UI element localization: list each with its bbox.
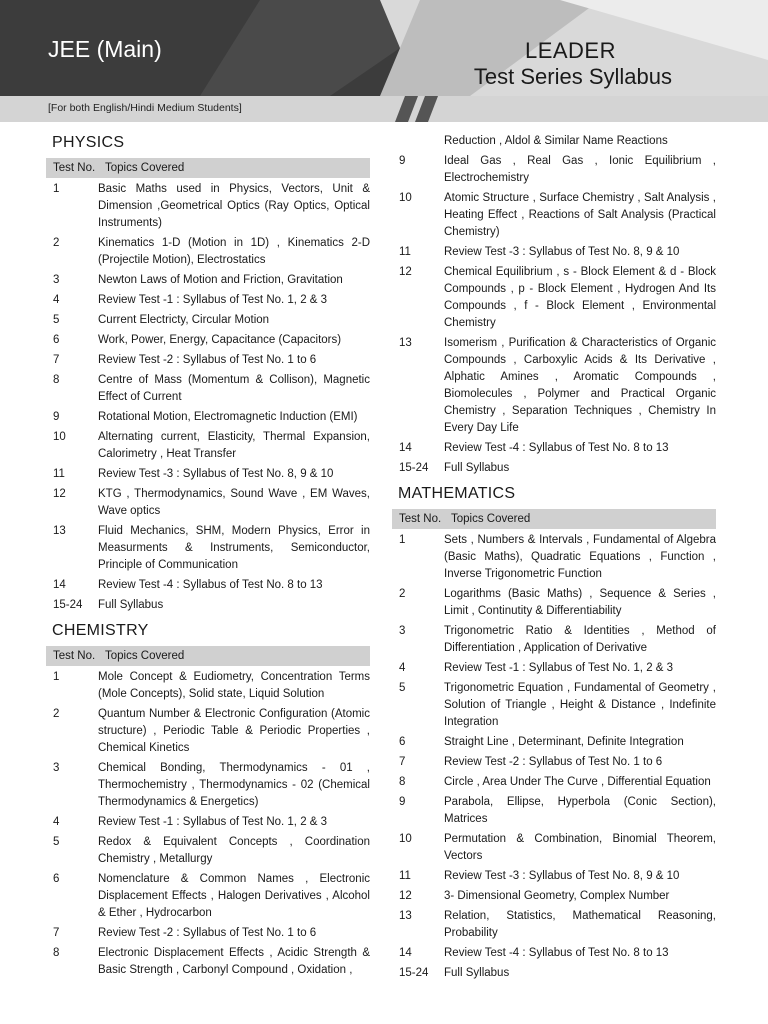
table-row — [46, 760, 370, 811]
topics-covered: Review Test -4 : Syllabus of Test No. 8 to 13 — [444, 442, 669, 454]
table-row — [392, 774, 716, 791]
test-number: 2 — [399, 588, 406, 600]
topics-covered: Electronic Displacement Effects , Acidic Strength & Basic Strength , Carbonyl Compound , Oxidation , — [98, 947, 370, 976]
physics-table-head — [46, 158, 370, 178]
test-number: 4 — [53, 294, 60, 306]
physics-table — [46, 181, 370, 614]
col-test-no: Test No. — [399, 513, 442, 525]
topics-covered: Work, Power, Energy, Capacitance (Capacitors) — [98, 334, 342, 346]
chemistry-continuation: Reduction , Aldol & Similar Name Reactions — [444, 135, 668, 147]
topics-covered: Trigonometric Ratio & Identities , Method of Differentiation , Application of Derivative — [444, 625, 716, 654]
test-number: 5 — [53, 836, 60, 848]
chemistry-table-cont — [392, 153, 716, 477]
topics-covered: Atomic Structure , Surface Chemistry , Salt Analysis , Heating Effect , Reactions of Salt Analysis (Practical Chemistry) — [444, 192, 716, 238]
mathematics-table — [392, 532, 716, 982]
col-topics: Topics Covered — [105, 162, 185, 174]
test-number: 10 — [399, 192, 412, 204]
topics-covered: Parabola, Ellipse, Hyperbola (Conic Section), Matrices — [444, 796, 716, 825]
right-column — [392, 130, 716, 982]
test-number: 3 — [399, 625, 406, 637]
test-number: 1 — [53, 183, 60, 195]
table-row — [46, 272, 370, 289]
test-number: 12 — [53, 488, 66, 500]
topics-covered: Quantum Number & Electronic Configuration (Atomic structure) , Periodic Table & Periodic Properties , Chemical Kinetics — [98, 708, 370, 754]
topics-covered: Straight Line , Determinant, Definite Integration — [444, 736, 684, 748]
test-number: 8 — [53, 947, 60, 959]
test-number: 2 — [53, 237, 60, 249]
topics-covered: Review Test -3 : Syllabus of Test No. 8, 9 & 10 — [444, 246, 680, 258]
test-number: 6 — [399, 736, 406, 748]
topics-covered: KTG , Thermodynamics, Sound Wave , EM Waves, Wave optics — [98, 488, 370, 517]
col-test-no: Test No. — [53, 650, 96, 662]
test-number: 11 — [399, 870, 411, 882]
test-number: 8 — [53, 374, 60, 386]
col-topics: Topics Covered — [105, 650, 185, 662]
topics-covered: Newton Laws of Motion and Friction, Gravitation — [98, 274, 343, 286]
topics-covered: Permutation & Combination, Binomial Theorem, Vectors — [444, 833, 716, 862]
topics-covered: Isomerism , Purification & Characteristics of Organic Compounds , Carboxylic Acids & Its Derivative , Alphatic Amines , Aromatic Compounds , Biomolecules , Polymer and Practical Organic Chemistry , Separation Techniques , Chemistry In Every Day Life — [444, 337, 716, 434]
topics-covered: Full Syllabus — [444, 462, 510, 474]
topics-covered: Current Electricty, Circular Motion — [98, 314, 270, 326]
table-row — [392, 335, 716, 437]
topics-covered: Review Test -4 : Syllabus of Test No. 8 to 13 — [444, 947, 669, 959]
test-number: 14 — [399, 442, 412, 454]
test-number: 2 — [53, 708, 60, 720]
table-row — [46, 669, 370, 703]
test-number: 9 — [399, 796, 406, 808]
page-header — [0, 0, 768, 96]
table-row — [46, 597, 370, 614]
table-row — [392, 440, 716, 457]
test-number: 10 — [399, 833, 412, 845]
chemistry-table-head — [46, 646, 370, 666]
table-row — [392, 754, 716, 771]
table-row — [46, 181, 370, 232]
topics-covered: Review Test -2 : Syllabus of Test No. 1 to 6 — [98, 354, 317, 366]
chemistry-title: CHEMISTRY — [52, 622, 149, 639]
topics-covered: Basic Maths used in Physics, Vectors, Unit & Dimension ,Geometrical Optics (Ray Optics, Optical Instruments) — [98, 183, 370, 229]
mathematics-table-head — [392, 509, 716, 529]
table-row — [46, 292, 370, 309]
test-number: 10 — [53, 431, 66, 443]
topics-covered: Review Test -3 : Syllabus of Test No. 8, 9 & 10 — [444, 870, 680, 882]
table-row — [46, 577, 370, 594]
chemistry-table — [46, 669, 370, 979]
topics-covered: Alternating current, Elasticity, Thermal Expansion, Calorimetry , Heat Transfer — [98, 431, 370, 460]
table-row — [46, 409, 370, 426]
table-row — [46, 945, 370, 979]
test-number: 15-24 — [399, 967, 429, 979]
col-topics: Topics Covered — [451, 513, 531, 525]
table-row — [392, 190, 716, 241]
series-title: Test Series Syllabus — [473, 64, 672, 89]
topics-covered: Ideal Gas , Real Gas , Ionic Equilibrium , Electrochemistry — [444, 155, 716, 184]
table-row — [392, 586, 716, 620]
test-number: 6 — [53, 334, 60, 346]
test-number: 12 — [399, 890, 412, 902]
test-number: 15-24 — [53, 599, 83, 611]
test-number: 1 — [399, 534, 406, 546]
exam-title: JEE (Main) — [48, 36, 162, 62]
table-row — [392, 888, 716, 905]
test-number: 8 — [399, 776, 406, 788]
table-row — [46, 429, 370, 463]
test-number: 9 — [53, 411, 60, 423]
topics-covered: Trigonometric Equation , Fundamental of Geometry , Solution of Triangle , Height & Distance , Indefinite Integration — [444, 682, 716, 728]
table-row — [392, 831, 716, 865]
table-row — [46, 486, 370, 520]
test-number: 7 — [53, 927, 60, 939]
topics-covered: Review Test -1 : Syllabus of Test No. 1, 2 & 3 — [98, 816, 328, 828]
test-number: 4 — [53, 816, 60, 828]
table-row — [46, 332, 370, 349]
table-row — [392, 460, 716, 477]
physics-title: PHYSICS — [52, 134, 125, 151]
topics-covered: Logarithms (Basic Maths) , Sequence & Series , Limit , Continutity & Differentiability — [444, 588, 716, 617]
topics-covered: Redox & Equivalent Concepts , Coordination Chemistry , Metallurgy — [98, 836, 370, 865]
test-number: 11 — [53, 468, 65, 480]
table-row — [392, 734, 716, 751]
test-number: 14 — [399, 947, 412, 959]
table-row — [392, 153, 716, 187]
leader-title: LEADER — [524, 38, 616, 63]
left-column — [46, 128, 370, 979]
test-number: 6 — [53, 873, 60, 885]
table-row — [392, 660, 716, 677]
topics-covered: Review Test -4 : Syllabus of Test No. 8 to 13 — [98, 579, 323, 591]
table-row — [46, 312, 370, 329]
table-row — [46, 235, 370, 269]
topics-covered: Kinematics 1-D (Motion in 1D) , Kinematics 2-D (Projectile Motion), Electrostatics — [98, 237, 370, 266]
topics-covered: Rotational Motion, Electromagnetic Induction (EMI) — [98, 411, 358, 423]
topics-covered: Sets , Numbers & Intervals , Fundamental of Algebra (Basic Maths), Quadratic Equations , Function , Inverse Trigonometric Function — [444, 534, 716, 580]
table-row — [392, 532, 716, 583]
topics-covered: Circle , Area Under The Curve , Differential Equation — [444, 776, 711, 788]
test-number: 1 — [53, 671, 60, 683]
test-number: 14 — [53, 579, 66, 591]
test-number: 3 — [53, 274, 60, 286]
test-number: 9 — [399, 155, 406, 167]
table-row — [392, 965, 716, 982]
table-row — [46, 523, 370, 574]
test-number: 7 — [53, 354, 60, 366]
test-number: 13 — [399, 910, 412, 922]
test-number: 12 — [399, 266, 412, 278]
test-number: 3 — [53, 762, 60, 774]
topics-covered: Review Test -1 : Syllabus of Test No. 1, 2 & 3 — [98, 294, 328, 306]
topics-covered: Nomenclature & Common Names , Electronic Displacement Effects , Halogen Derivatives , Alcohol & Ether , Hydrocarbon — [98, 873, 370, 919]
topics-covered: Review Test -2 : Syllabus of Test No. 1 to 6 — [444, 756, 663, 768]
table-row — [392, 868, 716, 885]
table-row — [46, 352, 370, 369]
test-number: 13 — [53, 525, 66, 537]
table-row — [46, 706, 370, 757]
medium-note: [For both English/Hindi Medium Students] — [48, 102, 242, 114]
topics-covered: Full Syllabus — [98, 599, 164, 611]
table-row — [392, 794, 716, 828]
table-row — [392, 244, 716, 261]
topics-covered: 3- Dimensional Geometry, Complex Number — [444, 890, 670, 902]
topics-covered: Review Test -1 : Syllabus of Test No. 1, 2 & 3 — [444, 662, 674, 674]
topics-covered: Mole Concept & Eudiometry, Concentration Terms (Mole Concepts), Solid state, Liquid Solution — [98, 671, 370, 700]
table-row — [392, 945, 716, 962]
table-row — [46, 814, 370, 831]
topics-covered: Relation, Statistics, Mathematical Reasoning, Probability — [444, 910, 716, 939]
test-number: 15-24 — [399, 462, 429, 474]
table-row — [46, 372, 370, 406]
test-number: 11 — [399, 246, 411, 258]
table-row — [46, 834, 370, 868]
test-number: 13 — [399, 337, 412, 349]
test-number: 5 — [399, 682, 406, 694]
topics-covered: Full Syllabus — [444, 967, 510, 979]
col-test-no: Test No. — [53, 162, 96, 174]
topics-covered: Chemical Equilibrium , s - Block Element & d - Block Compounds , p - Block Element , Hydrogen And Its Compounds , f - Block Element , Environmental Chemistry — [444, 266, 716, 329]
table-row — [392, 908, 716, 942]
mathematics-title: MATHEMATICS — [398, 485, 516, 502]
table-row — [392, 623, 716, 657]
topics-covered: Chemical Bonding, Thermodynamics - 01 , Thermochemistry , Thermodynamics - 02 (Chemical Thermodynamics & Energetics) — [98, 762, 370, 808]
table-row — [392, 264, 716, 332]
table-row — [46, 925, 370, 942]
table-row — [46, 466, 370, 483]
topics-covered: Centre of Mass (Momentum & Collison), Magnetic Effect of Current — [98, 374, 370, 403]
topics-covered: Review Test -3 : Syllabus of Test No. 8, 9 & 10 — [98, 468, 334, 480]
test-number: 7 — [399, 756, 406, 768]
table-row — [46, 871, 370, 922]
test-number: 5 — [53, 314, 60, 326]
table-row — [392, 680, 716, 731]
topics-covered: Fluid Mechanics, SHM, Modern Physics, Error in Measurments & Instruments, Semiconductor, Principle of Communication — [98, 525, 370, 571]
test-number: 4 — [399, 662, 406, 674]
topics-covered: Review Test -2 : Syllabus of Test No. 1 to 6 — [98, 927, 317, 939]
